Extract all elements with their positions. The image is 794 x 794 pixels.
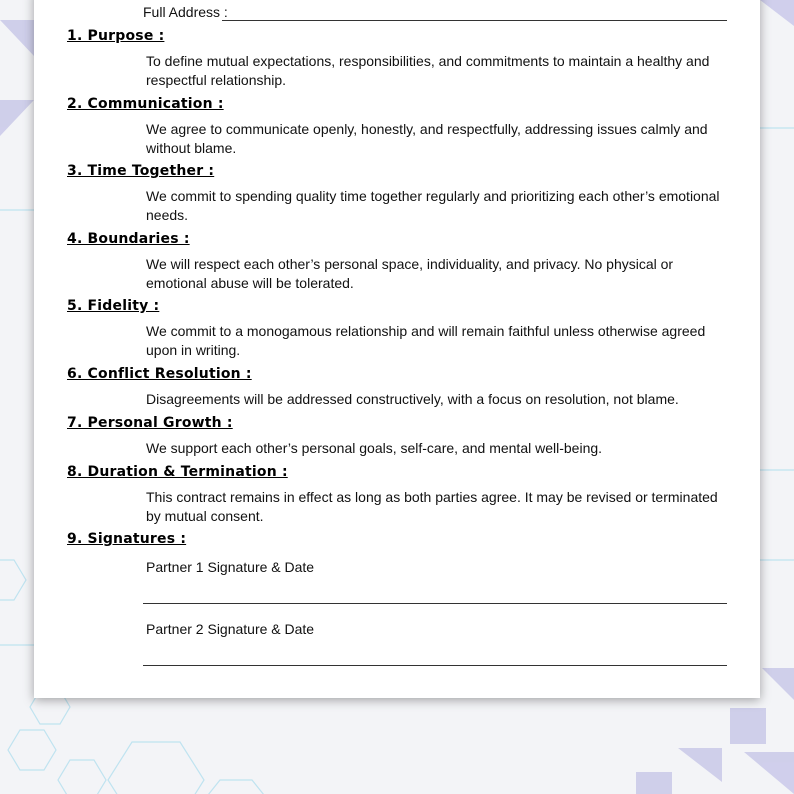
- time-together-text: We commit to spending quality time together regularly and prioritizing each other’s emotional needs.: [146, 188, 720, 223]
- heading-boundaries: 4. Boundaries :: [67, 231, 190, 247]
- heading-purpose: 1. Purpose :: [67, 28, 165, 44]
- contract-page: [34, 0, 760, 698]
- purpose-text: To define mutual expectations, responsibilities, and commitments to maintain a healthy and respectful relationship.: [146, 53, 710, 88]
- hexagon-outline: [0, 560, 26, 600]
- hexagon-outline: [204, 780, 268, 794]
- heading-personal-growth: 7. Personal Growth :: [67, 415, 233, 431]
- heading-conflict-resolution: 6. Conflict Resolution :: [67, 366, 252, 382]
- triangle-shape: [0, 20, 34, 56]
- conflict-resolution-text: Disagreements will be addressed constructively, with a focus on resolution, not blame.: [146, 391, 679, 407]
- triangle-shape: [744, 752, 794, 794]
- hexagon-outline: [8, 730, 56, 770]
- triangle-shape: [678, 748, 722, 782]
- square-shape: [636, 772, 672, 794]
- partner-1-signature-label: Partner 1 Signature & Date: [146, 559, 315, 575]
- heading-fidelity: 5. Fidelity :: [67, 298, 160, 314]
- heading-signatures: 9. Signatures :: [67, 531, 187, 547]
- triangle-shape: [762, 668, 794, 700]
- fidelity-text: We commit to a monogamous relationship and will remain faithful unless otherwise agreed upon in writing.: [146, 323, 706, 358]
- partner-1-signature-line[interactable]: [143, 603, 727, 604]
- hexagon-outline: [58, 760, 106, 794]
- heading-time-together: 3. Time Together :: [67, 163, 215, 179]
- hexagon-outline: [108, 742, 204, 794]
- duration-termination-text: This contract remains in effect as long as both parties agree. It may be revised or terminated by mutual consent.: [146, 489, 718, 524]
- full-address-label: Full Address :: [143, 4, 228, 20]
- partner-2-signature-label: Partner 2 Signature & Date: [146, 621, 315, 637]
- triangle-shape: [760, 0, 794, 26]
- full-address-line[interactable]: [222, 20, 727, 21]
- triangle-shape: [0, 100, 34, 136]
- boundaries-text: We will respect each other’s personal space, individuality, and privacy. No physical or emotional abuse will be tolerated.: [146, 256, 674, 291]
- communication-text: We agree to communicate openly, honestly, and respectfully, addressing issues calmly and without blame.: [146, 121, 708, 156]
- square-shape: [730, 708, 766, 744]
- partner-2-signature-line[interactable]: [143, 665, 727, 666]
- personal-growth-text: We support each other’s personal goals, self-care, and mental well-being.: [146, 440, 603, 456]
- heading-duration-termination: 8. Duration & Termination :: [67, 464, 288, 480]
- heading-communication: 2. Communication :: [67, 96, 224, 112]
